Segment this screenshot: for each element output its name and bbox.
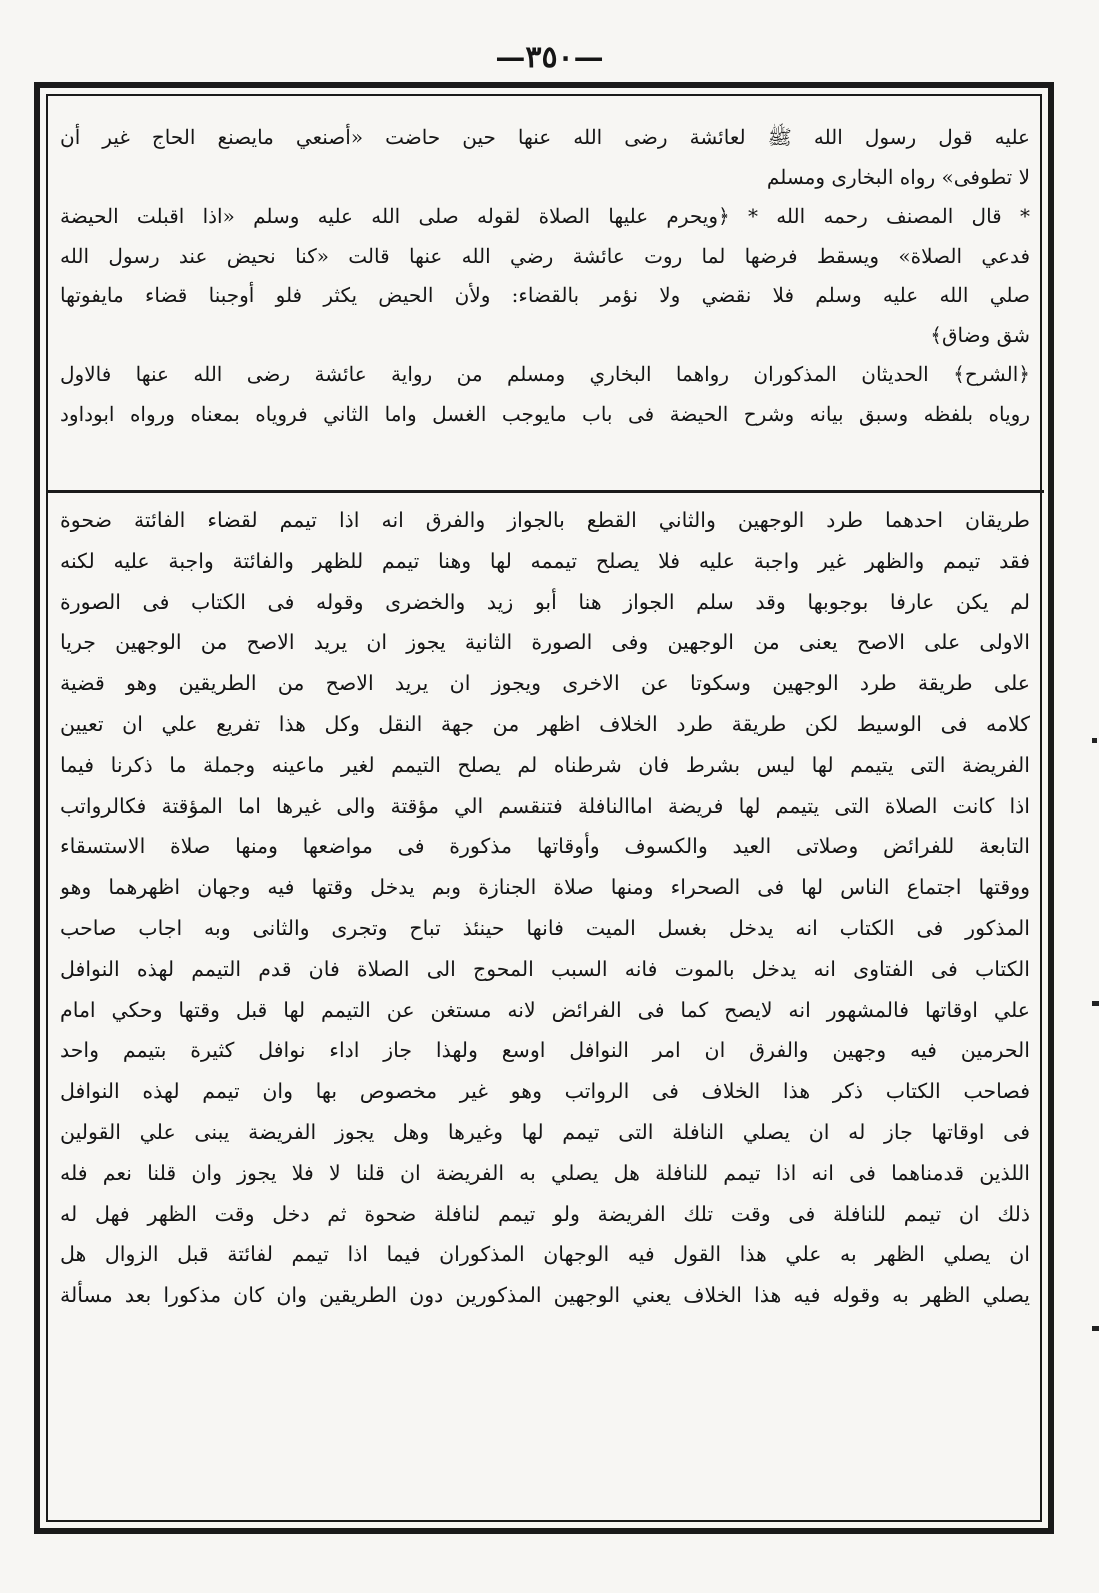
main-text-line: صلي الله عليه وسلم فلا نقضي ولا نؤمر بالقضاء: ولأن الحيض يكثر فلو أوجبنا قضاء مايفوتها <box>60 283 1030 307</box>
commentary-line: لم يكن عارفا بوجوبها وقد سلم الجواز هنا أبو زيد والخضرى وقوله فى الكتاب فى الصورة <box>60 589 1030 614</box>
main-text-line: روياه بلفظه وسبق بيانه وشرح الحيضة فى باب مايوجب الغسل واما الثاني فروياه بمعناه ورواه ابوداود <box>60 401 1030 426</box>
main-text-line: * قال المصنف رحمه الله * ﴿ويحرم عليها الصلاة لقوله صلى الله عليه وسلم «اذا اقبلت الحيضة <box>60 204 1030 228</box>
commentary-line: الفريضة التى يتيمم لها ليس بشرط فان شرطناه لم يصلح التيمم لغير ماعينه وجملة ما ذكرنا فيما <box>60 752 1030 777</box>
main-text-line: عليه قول رسول الله ﷺ لعائشة رضى الله عنها حين حاضت «أصنعي مايصنع الحاج غير أن <box>60 125 1030 149</box>
commentary-line: اذا كانت الصلاة التى يتيمم لها فريضة اماالنافلة فتنقسم الي مؤقتة والى غيرها اما المؤقتة فكالرواتب <box>60 793 1030 818</box>
page-number: —٣٥٠— <box>495 40 604 75</box>
commentary-line: علي اوقاتها فالمشهور انه لايصح كما فى الفرائض لانه مستغن عن التيمم لها قبل وقتها وحكي امام <box>60 997 1030 1022</box>
main-text-line: ﴿الشرح﴾ الحديثان المذكوران رواهما البخاري ومسلم من رواية عائشة رضى الله عنها فالاول <box>60 362 1030 386</box>
commentary-line: اللذين قدمناهما فى انه اذا تيمم للنافلة هل يصلي به الفريضة ان قلنا لا فلا يجوز وان قلنا نعم فله <box>60 1160 1030 1185</box>
commentary-text-block <box>60 500 1030 1316</box>
main-text-line: لا تطوفى» رواه البخارى ومسلم <box>766 164 1030 189</box>
commentary-line: فى اوقاتها جاز له ان يصلي النافلة التى تيمم لها وغيرها وهل يجوز الفريضة يبنى علي القولين <box>60 1119 1030 1144</box>
commentary-line: طريقان احدهما طرد الوجهين والثاني القطع بالجواز والفرق انه اذا تيمم لقضاء الفائتة ضحوة <box>60 508 1030 532</box>
commentary-line: المذكور فى الكتاب انه يدخل بغسل الميت فانها حينئذ تباح وتجرى والثانى وبه اجاب صاحب <box>60 915 1030 940</box>
commentary-line: على طريقة طرد الوجهين وسكوتا عن الاخرى ويجوز ان يريد الاصح من الطريقين وهو قضية <box>60 671 1030 696</box>
main-text-line: فدعي الصلاة» ويسقط فرضها لما روت عائشة رضي الله عنها قالت «كنا نحيض عند رسول الله <box>60 243 1030 268</box>
commentary-line: ذلك ان تيمم للنافلة فى وقت تلك الفريضة ولو تيمم لنافلة ضحوة ثم دخل وقت الظهر فهل له <box>60 1201 1030 1226</box>
scan-edge-mark <box>1092 738 1097 743</box>
section-divider <box>48 490 1044 493</box>
scan-edge-mark <box>1092 1001 1099 1006</box>
commentary-line: الكتاب فى الفتاوى انه يدخل بالموت فانه السبب المحوج الى الصلاة فان قدم التيمم لهذه النوافل <box>60 956 1030 981</box>
scan-edge-mark <box>1092 1326 1099 1331</box>
main-text-block <box>60 118 1030 434</box>
commentary-line: الاولى على الاصح يعنى من الوجهين وفى الصورة الثانية يجوز ان يريد الاصح من الوجهين جريا <box>60 630 1030 655</box>
commentary-line: التابعة للفرائض وصلاتى العيد والكسوف وأوقاتها مذكورة فى مواضعها ومنها صلاة الاستسقاء <box>60 834 1030 859</box>
main-text-line: شق وضاق﴾ <box>930 322 1030 347</box>
commentary-line: كلامه فى الوسيط لكن طريقة طرد الخلاف اظهر من جهة النقل وكل هذا تفريع علي ان تعيين <box>60 711 1030 736</box>
commentary-line: فقد تيمم والظهر غير واجبة عليه فلا يصلح تيممه لها وهنا تيمم للظهر والفائتة واجبة عليه لكنه <box>60 548 1030 573</box>
commentary-line: فصاحب الكتاب ذكر هذا الخلاف فى الرواتب وهو غير مخصوص بها وان تيمم لهذه النوافل <box>60 1079 1030 1104</box>
commentary-line: ووقتها اجتماع الناس لها فى الصحراء ومنها صلاة الجنازة وبم يدخل وقتها فيه وجهان اظهرهما وهو <box>60 875 1030 900</box>
commentary-line: ان يصلي الظهر به علي هذا القول فيه الوجهان المذكوران فيما اذا تيمم لفائتة قبل الزوال هل <box>60 1242 1030 1267</box>
commentary-line: الحرمين فيه وجهين والفرق ان امر النوافل اوسع ولهذا جاز اداء نوافل كثيرة بتيمم واحد <box>60 1038 1030 1063</box>
commentary-line: يصلي الظهر به وقوله فيه هذا الخلاف يعني الوجهين المذكورين دون الطريقين وان كان مذكورا بعد مسألة <box>60 1283 1030 1308</box>
